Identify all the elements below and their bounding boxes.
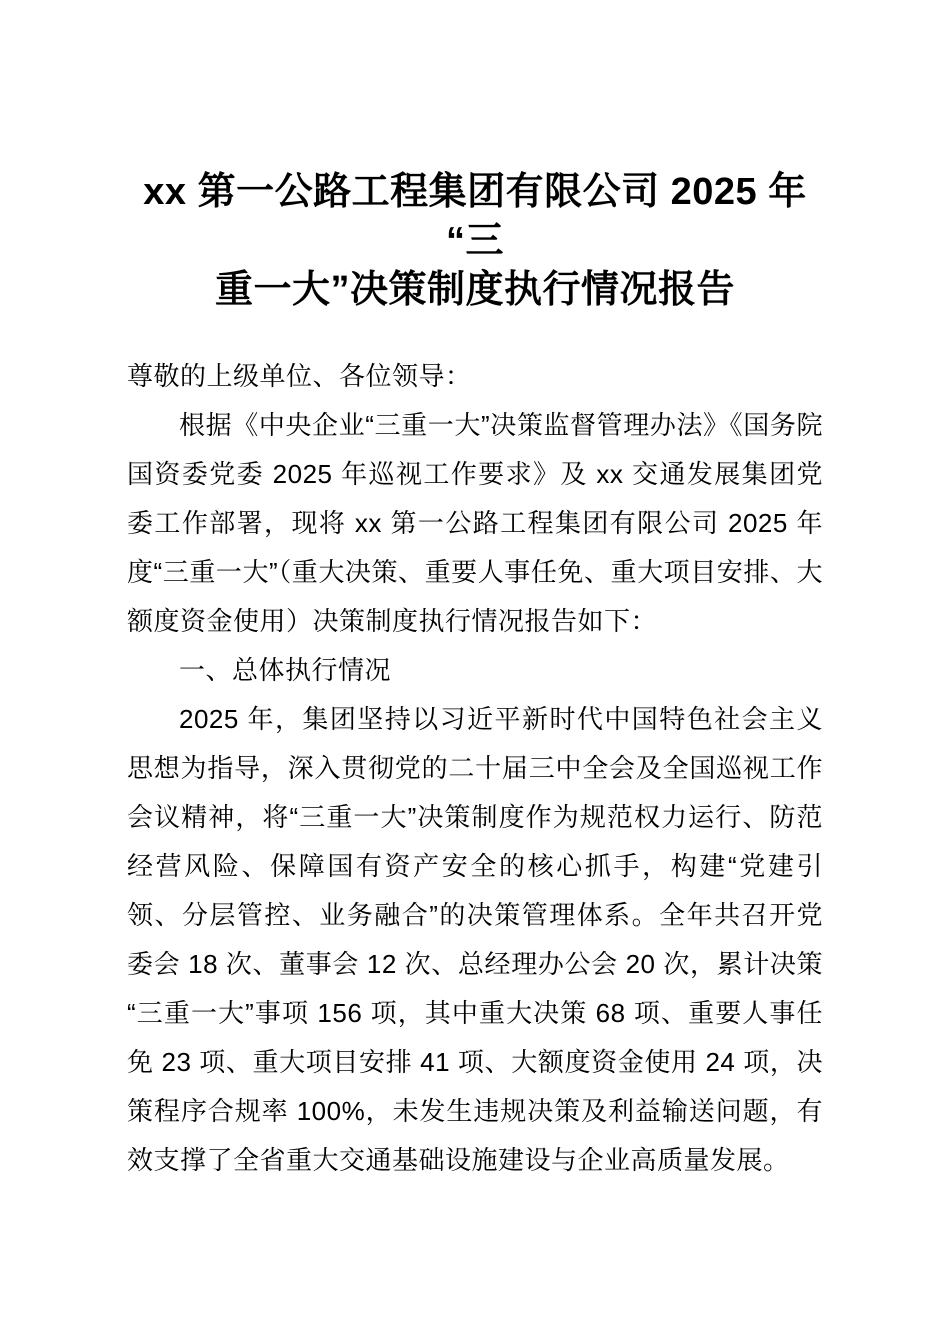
paragraph-basis-intro: 根据《中央企业“三重一大”决策监督管理办法》《国务院国资委党委 2025 年巡视工作要求》及 xx 交通发展集团党委工作部署，现将 xx 第一公路工程集团有限公司 2025 年度“三重一大”（重大决策、重要人事任免、重大项目安排、大额度资金使用）决策制度执行情况报告如下： bbox=[127, 410, 823, 636]
document-title bbox=[127, 168, 823, 315]
document-title-line-1: xx 第一公路工程集团有限公司 2025 年“三 bbox=[143, 171, 807, 262]
document-title-line-2: 重一大”决策制度执行情况报告 bbox=[214, 269, 735, 311]
salutation-line: 尊敬的上级单位、各位领导： bbox=[127, 361, 472, 391]
paragraph-overall-execution-body: 2025 年，集团坚持以习近平新时代中国特色社会主义思想为指导，深入贯彻党的二十届三中全会及全国巡视工作会议精神，将“三重一大”决策制度作为规范权力运行、防范经营风险、保障国有资产安全的核心抓手，构建“党建引领、分层管控、业务融合”的决策管理体系。全年共召开党委会 18 次、董事会 12 次、总经理办公会 20 次，累计决策“三重一大”事项 156 项，其中重大决策 68 项、重要人事任免 23 项、重大项目安排 41 项、大额度资金使用 24 项，决策程序合规率 100%，未发生违规决策及利益输送问题，有效支撑了全省重大交通基础设施建设与企业高质量发展。 bbox=[127, 704, 823, 1175]
section-heading-overall-execution: 一、总体执行情况 bbox=[179, 655, 392, 685]
